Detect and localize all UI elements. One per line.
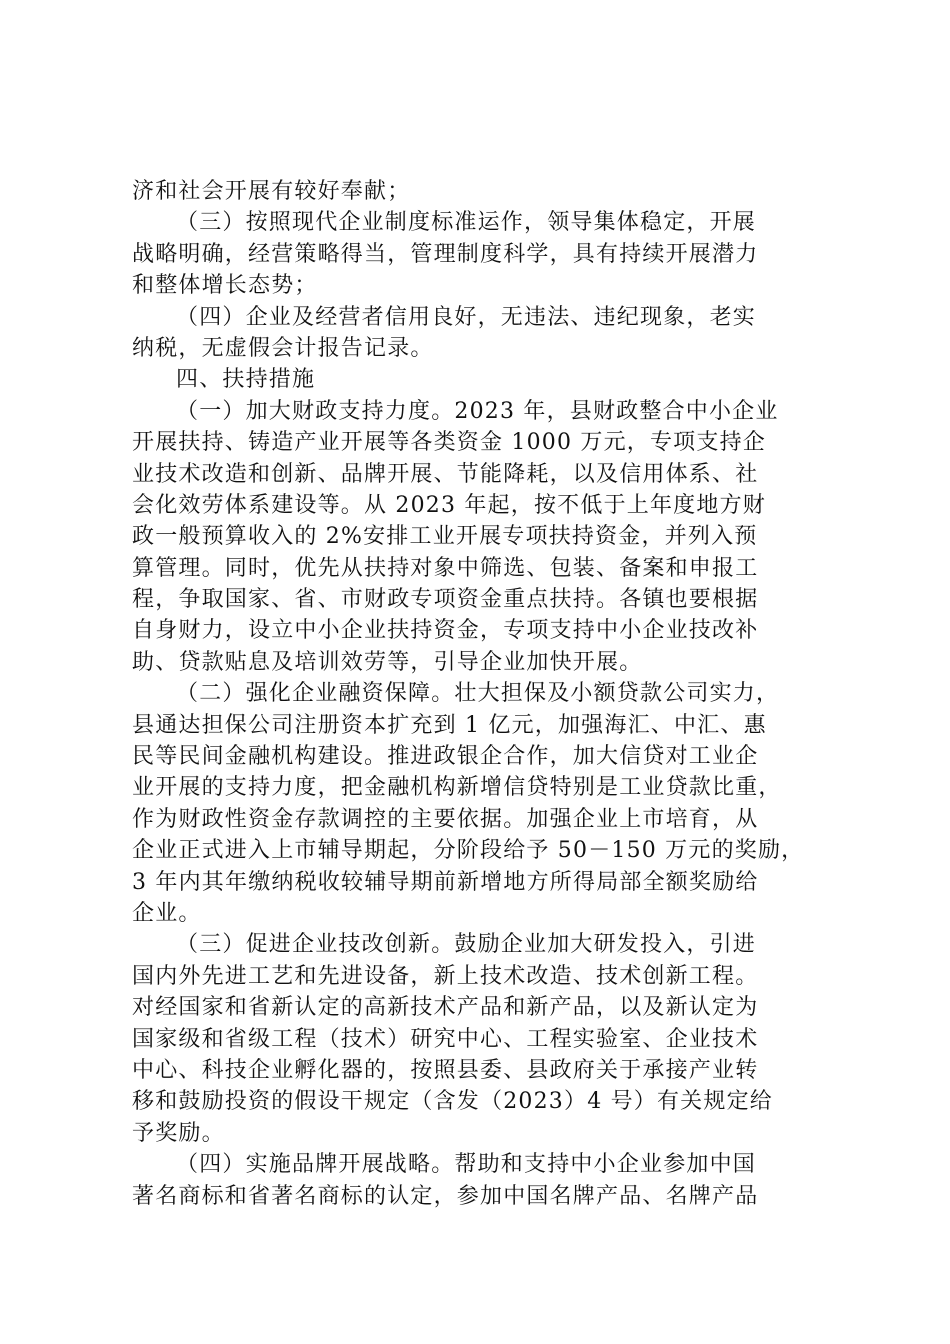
document-body	[132, 176, 832, 1212]
text-line: （三）按照现代企业制度标准运作，领导集体稳定，开展	[176, 210, 757, 236]
text-line: 济和社会开展有较好奉献；	[132, 179, 411, 204]
text-line: 助、贷款贴息及培训效劳等，引导企业加快开展。	[132, 649, 643, 675]
text-line: 对经国家和省新认定的高新技术产品和新产品，以及新认定为	[132, 995, 759, 1021]
text-line: 作为财政性资金存款调控的主要依据。加强企业上市培育，从	[132, 806, 759, 832]
text-line: 业技术改造和创新、品牌开展、节能降耗，以及信用体系、社	[132, 461, 759, 487]
text-line: 国内外先进工艺和先进设备，新上技术改造、技术创新工程。	[132, 963, 759, 989]
text-line: 国家级和省级工程（技术）研究中心、工程实验室、企业技术	[132, 1026, 759, 1052]
text-line: 业开展的支持力度，把金融机构新增信贷特别是工业贷款比重，	[132, 775, 782, 801]
text-line: 3 年内其年缴纳税收较辅导期前新增地方所得局部全额奖励给	[132, 869, 759, 895]
text-line: 自身财力，设立中小企业扶持资金，专项支持中小企业技改补	[132, 618, 759, 644]
text-line: 民等民间金融机构建设。推进政银企合作，加大信贷对工业企	[132, 744, 759, 770]
text-line: 纳税，无虚假会计报告记录。	[132, 335, 434, 361]
text-line: 企业正式进入上市辅导期起，分阶段给予 50－150 万元的奖励，	[132, 838, 805, 864]
text-line: 移和鼓励投资的假设干规定（含发（2023）4 号）有关规定给	[132, 1089, 773, 1115]
text-line: 中心、科技企业孵化器的，按照县委、县政府关于承接产业转	[132, 1057, 759, 1083]
text-line: （二）强化企业融资保障。壮大担保及小额贷款公司实力，	[176, 681, 780, 707]
text-line: 会化效劳体系建设等。从 2023 年起，按不低于上年度地方财	[132, 492, 766, 518]
text-line: （三）促进企业技改创新。鼓励企业加大研发投入，引进	[176, 932, 757, 958]
text-line: 和整体增长态势；	[132, 273, 318, 299]
text-line: 程，争取国家、省、市财政专项资金重点扶持。各镇也要根据	[132, 587, 759, 613]
text-line: 企业。	[132, 900, 202, 926]
text-line: （四）实施品牌开展战略。帮助和支持中小企业参加中国	[176, 1152, 757, 1178]
text-line: 县通达担保公司注册资本扩充到 1 亿元，加强海汇、中汇、惠	[132, 712, 767, 738]
text-line: （一）加大财政支持力度。2023 年，县财政整合中小企业	[176, 398, 779, 424]
text-line: （四）企业及经营者信用良好，无违法、违纪现象，老实	[176, 304, 757, 330]
text-line: 政一般预算收入的 2%安排工业开展专项扶持资金，并列入预	[132, 524, 758, 550]
text-line: 战略明确，经营策略得当，管理制度科学，具有持续开展潜力	[132, 241, 759, 267]
text-line: 开展扶持、铸造产业开展等各类资金 1000 万元，专项支持企	[132, 430, 766, 456]
text-line: 著名商标和省著名商标的认定，参加中国名牌产品、名牌产品	[132, 1183, 759, 1209]
text-line: 四、扶持措施	[176, 367, 316, 393]
text-line: 算管理。同时，优先从扶持对象中筛选、包装、备案和申报工	[132, 555, 759, 581]
text-line: 予奖励。	[132, 1120, 225, 1146]
